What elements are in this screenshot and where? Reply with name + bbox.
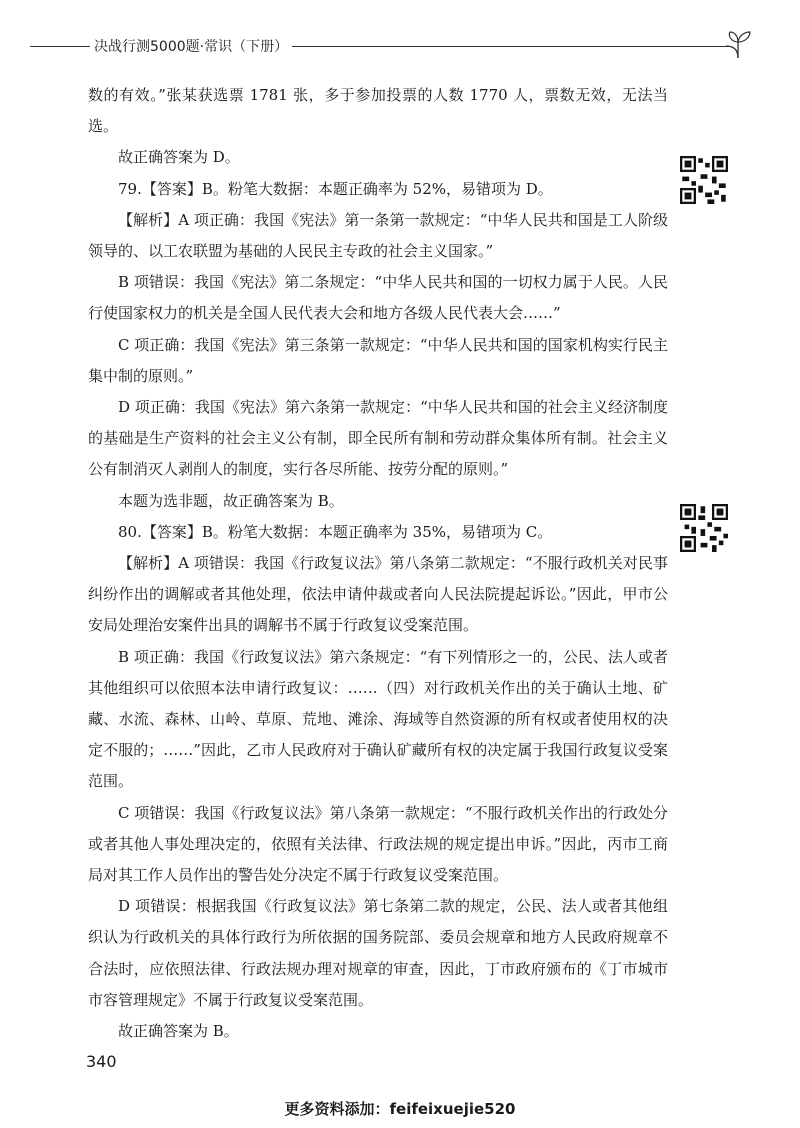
sprout-icon [720,28,756,58]
header-title: 决战行测5000题·常识（下册） [90,36,292,56]
header-rule-left [30,46,90,47]
qr-code-icon [680,156,728,204]
paragraph-q80-analysis-a: 【解析】A 项错误：我国《行政复议法》第八条第二款规定：“不服行政机关对民事纠纷作出的调解或者其他处理，依法申请仲裁或者向人民法院提起诉讼。”因此，甲市公安局处理治安案件出具的调解书不属于行政复议受案范围。 [88,554,668,635]
page-content [88,80,668,1047]
paragraph-answer-78: 故正确答案为 D。 [118,148,240,167]
page-number: 340 [86,1052,117,1071]
paragraph-q80-analysis-d: D 项错误：根据我国《行政复议法》第七条第二款的规定，公民、法人或者其他组织认为行政机关的具体行政行为所依据的国务院部、委员会规章和地方人民政府规章不合法时，应依照法律、行政法规办理对规章的审查，因此，丁市政府颁布的《丁市城市市容管理规定》不属于行政复议受案范围。 [88,897,668,1009]
paragraph-q80-analysis-b: B 项正确：我国《行政复议法》第六条规定：“有下列情形之一的，公民、法人或者其他组织可以依照本法申请行政复议：……（四）对行政机关作出的关于确认土地、矿藏、水流、森林、山岭、草原、荒地、滩涂、海域等自然资源的所有权或者使用权的决定不服的；……”因此，乙市人民政府对于确认矿藏所有权的决定属于我国行政复议受案范围。 [88,647,668,791]
paragraph-q80-answer: 80.【答案】B。粉笔大数据：本题正确率为 35%，易错项为 C。 [118,522,553,541]
paragraph-q79-analysis-a: 【解析】A 项正确：我国《宪法》第一条第一款规定：“中华人民共和国是工人阶级领导的、以工农联盟为基础的人民民主专政的社会主义国家。” [88,210,668,261]
paragraph-q79-analysis-b: B 项错误：我国《宪法》第二条规定：“中华人民共和国的一切权力属于人民。人民行使国家权力的机关是全国人民代表大会和地方各级人民代表大会……” [88,273,668,323]
paragraph-q79-analysis-c: C 项正确：我国《宪法》第三条第一款规定：“中华人民共和国的国家机构实行民主集中制的原则。” [88,335,668,385]
qr-code-icon [680,504,728,552]
footer-note: 更多资料添加：feifeixuejie520 [284,1100,516,1118]
paragraph-q80-conclusion: 故正确答案为 B。 [118,1022,239,1041]
paragraph-q79-answer: 79.【答案】B。粉笔大数据：本题正确率为 52%，易错项为 D。 [118,179,553,198]
paragraph-continuation: 数的有效。”张某获选票 1781 张，多于参加投票的人数 1770 人，票数无效，无法当选。 [88,86,668,136]
paragraph-q79-conclusion: 本题为选非题，故正确答案为 B。 [118,491,344,510]
running-header [30,34,750,58]
paragraph-q79-analysis-d: D 项正确：我国《宪法》第六条第一款规定：“中华人民共和国的社会主义经济制度的基础是生产资料的社会主义公有制，即全民所有制和劳动群众集体所有制。社会主义公有制消灭人剥削人的制度，实行各尽所能、按劳分配的原则。” [88,398,668,479]
paragraph-q80-analysis-c: C 项错误：我国《行政复议法》第八条第一款规定：“不服行政机关作出的行政处分或者其他人事处理决定的，依照有关法律、行政法规的规定提出申诉。”因此，丙市工商局对其工作人员作出的警告处分决定不属于行政复议受案范围。 [88,803,668,885]
